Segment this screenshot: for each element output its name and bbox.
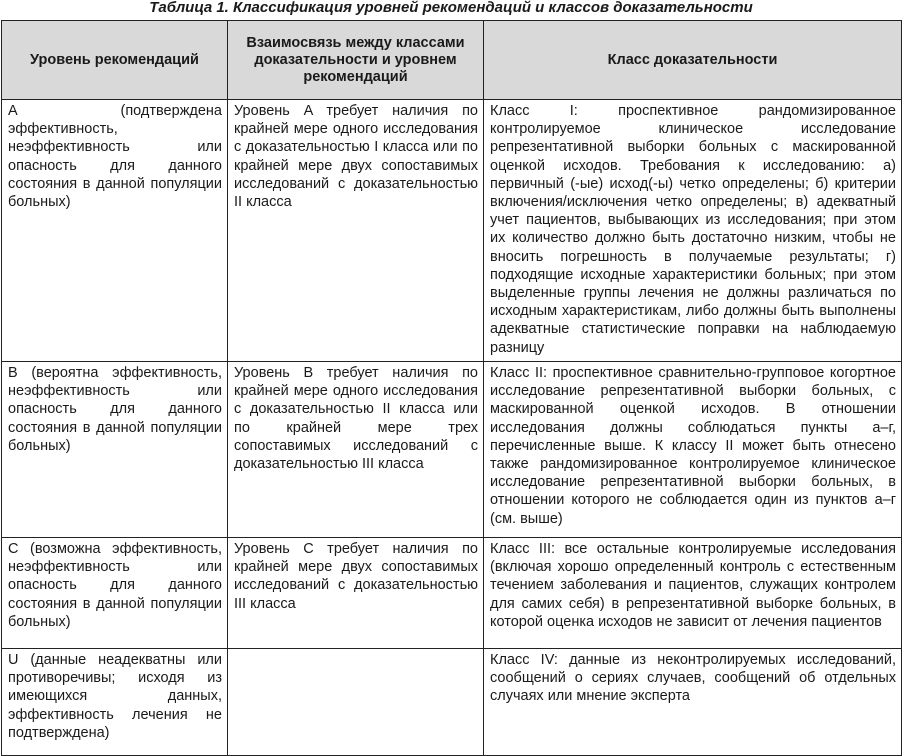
table-caption: Таблица 1. Классификация уровней рекомендаций и классов доказательности bbox=[149, 0, 753, 16]
header-level: Уровень рекомендаций bbox=[2, 21, 228, 100]
table-row bbox=[2, 362, 902, 538]
table-header-row bbox=[2, 21, 902, 100]
cell-evidence: Класс I: проспективное рандомизированное контролируемое клиническое исследование репрезентативной выборки больных с маскированной оценкой исходов. Требования к исследованию: а) первичный (-ые) исход(-ы) четко определены; б) критерии включения/исключения четко определены; в) адекватный учет пациентов, выбывающих из исследования; при этом их количество должно быть достаточно низким, чтобы не вносить погрешность в получаемые результаты; г) подходящие исходные характеристики больных; при этом выделенные группы лечения не должны различаться по исходным характеристикам, либо должны быть выполнены адекватные статистические поправки на наблюдаемую разницу bbox=[484, 100, 902, 362]
cell-level: B (вероятна эффективность, неэффективность или опасность для данного состояния в данной популяции больных) bbox=[2, 362, 228, 538]
cell-evidence: Класс IV: данные из неконтролируемых исследований, сообщений о сериях случаев, сообщений об отдельных случаях или мнение эксперта bbox=[484, 649, 902, 756]
cell-level: A (подтверждена эффективность, неэффективность или опасность для данного состояния в данной популяции больных) bbox=[2, 100, 228, 362]
cell-level: C (возможна эффективность, неэффективность или опасность для данного состояния в данной популяции больных) bbox=[2, 538, 228, 649]
cell-evidence: Класс III: все остальные контролируемые исследования (включая хорошо определенный контроль с естественным течением заболевания и пациентов, служащих контролем для самих себя) в репрезентативной выборке больных, в которой оценка исходов не зависит от лечения пациентов bbox=[484, 538, 902, 649]
table-row bbox=[2, 649, 902, 756]
classification-table bbox=[1, 20, 902, 756]
cell-evidence: Класс II: проспективное сравнительно-групповое когортное исследование репрезентативной выборки больных, с маскированной оценкой исходов. В отношении исследования должны соблюдаться пункты а–г, перечисленные выше. К классу II может быть отнесено также рандомизированное контролируемое клиническое исследование репрезентативной выборки больных, в отношении которого не соблюдается один из пунктов а–г (см. выше) bbox=[484, 362, 902, 538]
table-row bbox=[2, 538, 902, 649]
header-relation: Взаимосвязь между классами доказательности и уровнем рекомендаций bbox=[228, 21, 484, 100]
header-evidence: Класс доказательности bbox=[484, 21, 902, 100]
cell-relation: Уровень B требует наличия по крайней мере одного исследования с доказательностью II класса или по крайней мере трех сопоставимых исследований с доказательностью III класса bbox=[228, 362, 484, 538]
cell-relation: Уровень C требует наличия по крайней мере двух сопоставимых исследований с доказательностью III класса bbox=[228, 538, 484, 649]
cell-relation: Уровень A требует наличия по крайней мере одного исследования с доказательностью I класса или по крайней мере двух сопоставимых исследований с доказательностью II класса bbox=[228, 100, 484, 362]
cell-relation bbox=[228, 649, 484, 756]
table-row bbox=[2, 100, 902, 362]
cell-level: U (данные неадекватны или противоречивы; исходя из имеющихся данных, эффективность лечения не подтверждена) bbox=[2, 649, 228, 756]
